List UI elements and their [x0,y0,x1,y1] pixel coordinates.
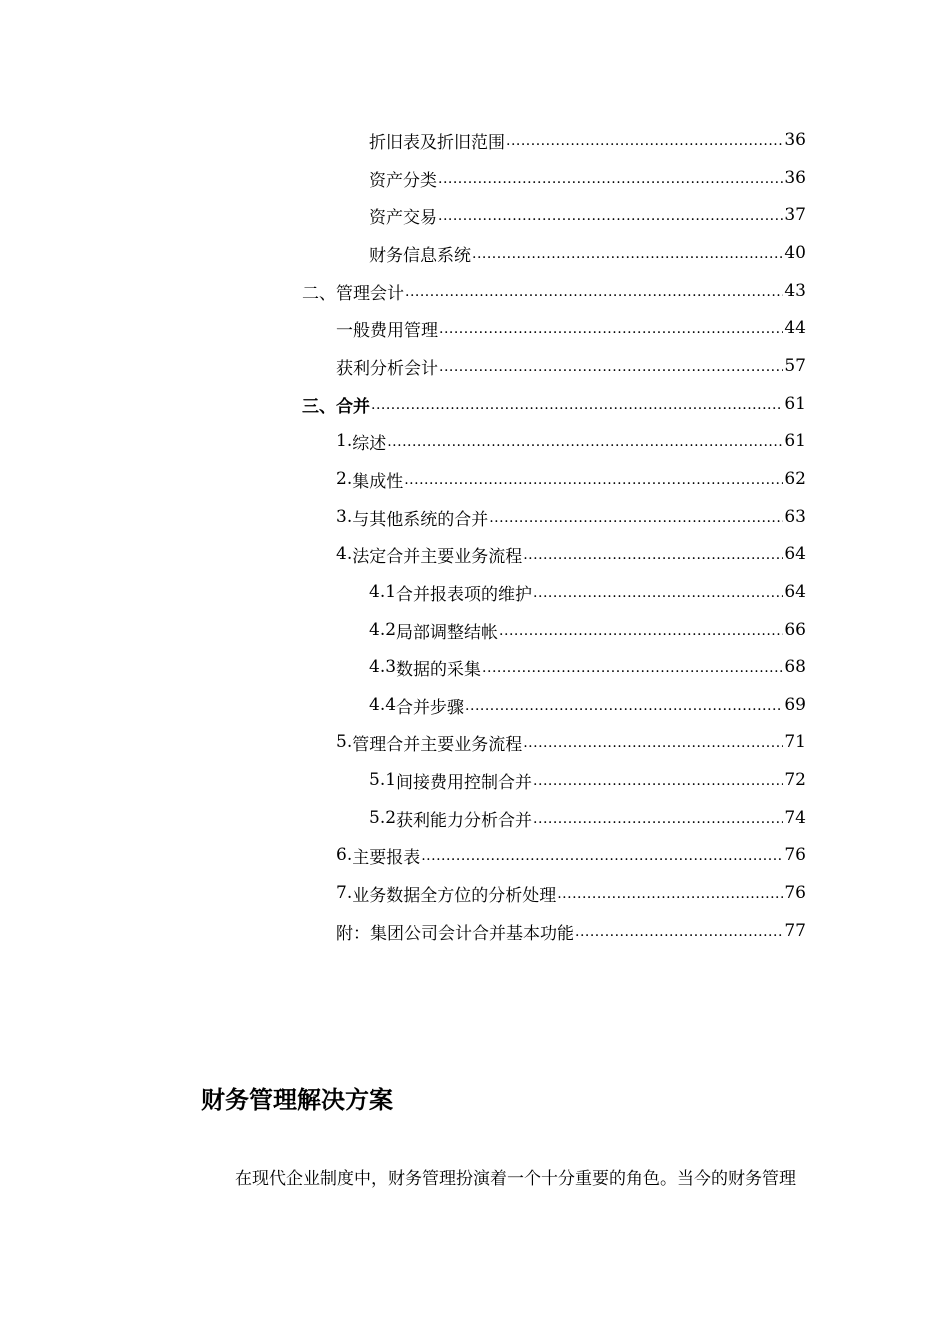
toc-entry[interactable] [336,314,806,342]
toc-leader [533,772,783,790]
toc-title: 财务信息系统 [369,245,471,266]
toc-entry[interactable] [336,728,806,756]
toc-number: 4.4 [369,695,397,715]
toc-page: 63 [784,507,806,527]
toc-title: 管理合并主要业务流程 [352,734,523,755]
toc-entry[interactable] [336,917,806,945]
toc-leader [421,847,783,865]
toc-number: 二、 [302,283,336,304]
toc-title: 法定合并主要业务流程 [352,546,523,567]
toc-title: 数据的采集 [396,659,482,680]
toc-leader [575,923,783,941]
toc-leader [557,885,783,903]
toc-title: 间接费用控制合并 [396,772,533,793]
toc-number: 2. [336,469,353,489]
toc-leader [387,433,783,451]
toc-entry[interactable] [336,540,806,568]
toc-title: 合并 [336,396,370,417]
toc-entry[interactable] [302,390,806,418]
toc-number: 4.2 [369,620,397,640]
toc-number: 4.3 [369,657,397,677]
toc-page: 43 [784,281,806,301]
toc-page: 77 [784,921,806,941]
toc-leader [439,320,783,338]
toc-title: 综述 [352,433,387,454]
toc-entry[interactable] [369,239,806,267]
toc-leader [489,509,783,527]
toc-leader [482,659,783,677]
toc-page: 69 [784,695,806,715]
toc-title: 附：集团公司会计合并基本功能 [336,923,574,944]
toc-leader [404,471,783,489]
toc-leader [465,697,783,715]
toc-page: 62 [784,469,806,489]
toc-leader [499,622,783,640]
toc-page: 76 [784,883,806,903]
toc-page: 61 [784,394,806,414]
toc-entry[interactable] [369,616,806,644]
toc-title: 一般费用管理 [336,320,438,341]
toc-page: 64 [784,582,806,602]
toc-leader [533,810,783,828]
toc-page: 68 [784,657,806,677]
toc-leader [523,546,783,564]
toc-entry[interactable] [369,691,806,719]
toc-page: 57 [784,356,806,376]
toc-title: 集成性 [352,471,404,492]
toc-title: 合并报表项的维护 [396,584,533,605]
toc-number: 5.2 [369,808,397,828]
toc-entry[interactable] [369,164,806,192]
toc-leader [523,734,783,752]
toc-number: 1. [336,431,353,451]
toc-entry[interactable] [336,503,806,531]
toc-leader [506,132,783,150]
toc-title: 局部调整结帐 [396,622,499,643]
toc-page: 66 [784,620,806,640]
toc-title: 折旧表及折旧范围 [369,132,505,153]
toc-title: 资产交易 [369,207,437,228]
toc-leader [533,584,783,602]
toc-page: 61 [784,431,806,451]
toc-leader [438,207,783,225]
toc-page: 36 [784,130,806,150]
toc-leader [472,245,783,263]
toc-page: 76 [784,845,806,865]
toc-title: 资产分类 [369,170,437,191]
toc-title: 业务数据全方位的分析处理 [352,885,557,906]
toc-number: 三、 [302,396,336,417]
toc-number: 4. [336,544,353,564]
toc-entry[interactable] [336,879,806,907]
toc-entry[interactable] [369,126,806,154]
section-heading: 财务管理解决方案 [201,1085,393,1114]
toc-leader [371,396,783,414]
toc-number: 6. [336,845,353,865]
toc-title: 合并步骤 [396,697,465,718]
toc-number: 5. [336,732,353,752]
toc-page: 64 [784,544,806,564]
toc-entry[interactable] [336,465,806,493]
toc-page: 71 [784,732,806,752]
toc-entry[interactable] [369,804,806,832]
toc-entry[interactable] [369,578,806,606]
toc-page: 74 [784,808,806,828]
toc-entry[interactable] [369,201,806,229]
toc-title: 主要报表 [352,847,421,868]
toc-title: 管理会计 [336,283,404,304]
toc-number: 5.1 [369,770,397,790]
toc-number: 3. [336,507,353,527]
toc-entry[interactable] [369,653,806,681]
toc-entry[interactable] [302,277,806,305]
toc-number: 4.1 [369,582,397,602]
toc-leader [405,283,783,301]
toc-number: 7. [336,883,353,903]
toc-page: 36 [784,168,806,188]
toc-title: 获利能力分析合并 [396,810,533,831]
toc-title: 获利分析会计 [336,358,438,379]
toc-entry[interactable] [336,352,806,380]
toc-entry[interactable] [336,841,806,869]
toc-leader [438,170,783,188]
toc-entry[interactable] [336,427,806,455]
toc-page: 72 [784,770,806,790]
toc-leader [439,358,783,376]
toc-page: 40 [784,243,806,263]
toc-page: 44 [784,318,806,338]
toc-entry[interactable] [369,766,806,794]
body-paragraph: 在现代企业制度中，财务管理扮演着一个十分重要的角色。当今的财务管理 [235,1169,796,1189]
toc-page: 37 [784,205,806,225]
toc-title: 与其他系统的合并 [352,509,489,530]
